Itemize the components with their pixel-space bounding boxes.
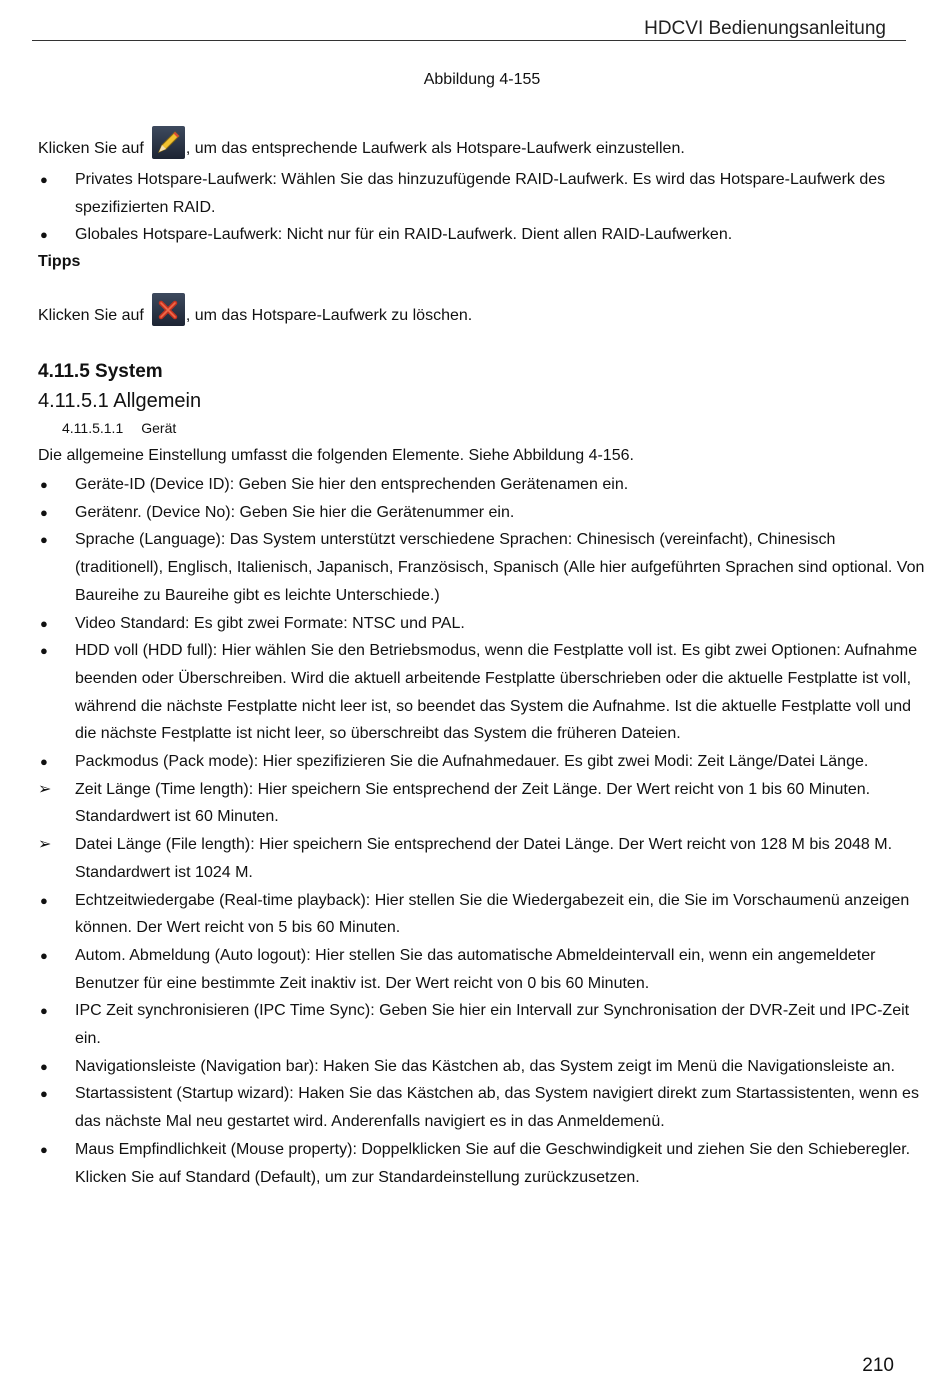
- heading-title: Gerät: [141, 420, 177, 436]
- list-item-text: Zeit Länge (Time length): Hier speichern Sie entsprechend der Zeit Länge. Der Wert reicht von 1 bis 60 Minuten. Standardwert ist 60 Minuten.: [75, 780, 871, 826]
- figure-caption: Abbildung 4-155: [423, 71, 541, 88]
- bullet-icon: ●: [40, 1003, 48, 1019]
- list-item-text: HDD voll (HDD full): Hier wählen Sie den Betriebsmodus, wenn die Festplatte voll ist. Es gibt zwei Optionen: Aufnahme beenden oder Überschreiben. Wird die aktuell arbeitende Festplatte überschrieben oder die aktuelle Festplatte ist voll, während die nächste Festplatte nicht leer ist, so beendet das System die Aufnahme. Ist die aktuelle Festplatte voll und die nächste Festplatte ist nicht leer, so überschreibt das System die früheren Dateien.: [75, 642, 918, 743]
- list-item-text: Geräte-ID (Device ID): Geben Sie hier den entsprechenden Gerätenamen ein.: [75, 476, 629, 493]
- sub-list-item: [38, 776, 926, 831]
- page-header-title: HDCVI Bedienungsanleitung: [644, 18, 886, 39]
- bullet-icon: ●: [40, 754, 48, 770]
- hotspare-bullet-list: [38, 166, 926, 249]
- bullet-icon: ●: [40, 892, 48, 908]
- delete-instruction-after: , um das Hotspare-Laufwerk zu löschen.: [185, 307, 473, 324]
- bullet-icon: ●: [40, 1141, 48, 1157]
- settings-bullet-list: [38, 471, 926, 1191]
- bullet-icon: ●: [40, 172, 48, 187]
- list-item: [38, 610, 926, 638]
- bullet-icon: ●: [40, 643, 48, 659]
- list-item: [38, 166, 926, 221]
- heading-number: 4.11.5.1.1: [62, 420, 124, 436]
- list-item-text: Video Standard: Es gibt zwei Formate: NTSC und PAL.: [75, 614, 465, 632]
- bullet-icon: ●: [40, 504, 48, 520]
- list-item-text: IPC Zeit synchronisieren (IPC Time Sync): Geben Sie hier ein Intervall zur Synchronisation der DVR-Zeit und IPC-Zeit ein.: [75, 1002, 910, 1048]
- bullet-icon: ●: [40, 532, 48, 548]
- delete-hotspare-instruction: [38, 293, 472, 326]
- list-item-text: Echtzeitwiedergabe (Real-time playback): Hier stellen Sie die Wiedergabezeit ein, die Sie im Vorschaumenü anzeigen können. Der Wert reicht von 5 bis 60 Minuten.: [75, 891, 910, 937]
- bullet-icon: ●: [40, 1086, 48, 1102]
- list-item: [38, 526, 926, 609]
- pencil-icon[interactable]: [152, 126, 185, 159]
- list-item: [38, 221, 926, 249]
- list-item-text: Sprache (Language): Das System unterstützt verschiedene Sprachen: Chinesisch (vereinfacht), Chinesisch (traditionell), Englisch, Italienisch, Japanisch, Französisch, Spanisch (Alle hier aufgeführten Sprachen sind optional. Von Baureihe zu Baureihe gibt es leichte Unterschiede.): [75, 531, 925, 604]
- bullet-icon: ●: [40, 947, 48, 963]
- subsection-heading-allgemein: 4.11.5.1 Allgemein: [38, 390, 202, 412]
- subsubsection-heading-geraet: [62, 420, 176, 436]
- list-item: [38, 942, 926, 997]
- list-item: [38, 997, 926, 1052]
- list-item-text: Startassistent (Startup wizard): Haken Sie das Kästchen ab, das System navigiert direkt zum Startassistenten, wenn es das nächste Mal neu gestartet wird. Anderenfalls navigiert es in das Anmeldemenü.: [75, 1085, 919, 1131]
- list-item: [38, 637, 926, 748]
- bullet-icon: ●: [40, 227, 48, 243]
- page-number: 210: [862, 1355, 894, 1376]
- intro-paragraph: Die allgemeine Einstellung umfasst die folgenden Elemente. Siehe Abbildung 4-156.: [38, 447, 634, 464]
- list-item: [38, 1136, 926, 1191]
- bullet-icon: ●: [40, 477, 48, 492]
- list-item: [38, 499, 926, 527]
- list-item: [38, 887, 926, 942]
- list-item: [38, 1080, 926, 1135]
- list-item-text: Navigationsleiste (Navigation bar): Haken Sie das Kästchen ab, das System zeigt im Menü die Navigationsleiste an.: [75, 1057, 895, 1075]
- delete-icon[interactable]: [152, 293, 185, 326]
- sub-list-item: [38, 831, 926, 886]
- list-item-text: Autom. Abmeldung (Auto logout): Hier stellen Sie das automatische Abmeldeintervall ein, wenn ein angemeldeter Benutzer für eine bestimmte Zeit inaktiv ist. Der Wert reicht von 0 bis 60 Minuten.: [75, 946, 876, 992]
- list-item-text: Gerätenr. (Device No): Geben Sie hier die Gerätenummer ein.: [75, 503, 515, 521]
- bullet-icon: ●: [40, 615, 48, 631]
- list-item-text: Datei Länge (File length): Hier speichern Sie entsprechend der Datei Länge. Der Wert reicht von 128 M bis 2048 M. Standardwert ist 1024 M.: [75, 836, 893, 881]
- list-item-text: Packmodus (Pack mode): Hier spezifizieren Sie die Aufnahmedauer. Es gibt zwei Modi: Zeit Länge/Datei Länge.: [75, 753, 869, 771]
- delete-instruction-before: Klicken Sie auf: [38, 307, 144, 324]
- list-item: [38, 1053, 926, 1081]
- tips-heading: Tipps: [38, 253, 81, 270]
- hotspare-instruction-after: , um das entsprechende Laufwerk als Hotspare-Laufwerk einzustellen.: [185, 140, 685, 157]
- bullet-icon: ●: [40, 1058, 48, 1074]
- list-item: [38, 471, 926, 499]
- arrow-bullet-icon: ➢: [38, 836, 52, 854]
- list-item-text: Privates Hotspare-Laufwerk: Wählen Sie das hinzuzufügende RAID-Laufwerk. Es wird das Hotspare-Laufwerk des spezifizierten RAID.: [75, 171, 886, 216]
- hotspare-instruction: [38, 126, 685, 159]
- header-rule: [32, 40, 906, 41]
- hotspare-instruction-before: Klicken Sie auf: [38, 140, 144, 157]
- arrow-bullet-icon: ➢: [38, 780, 52, 798]
- list-item-text: Maus Empfindlichkeit (Mouse property): Doppelklicken Sie auf die Geschwindigkeit und ziehen Sie den Schieberegler. Klicken Sie auf Standard (Default), um zur Standardeinstellung zurückzusetzen.: [75, 1140, 911, 1186]
- list-item: [38, 748, 926, 776]
- section-heading-system: 4.11.5 System: [38, 361, 163, 382]
- list-item-text: Globales Hotspare-Laufwerk: Nicht nur für ein RAID-Laufwerk. Dient allen RAID-Laufwerken.: [75, 226, 733, 244]
